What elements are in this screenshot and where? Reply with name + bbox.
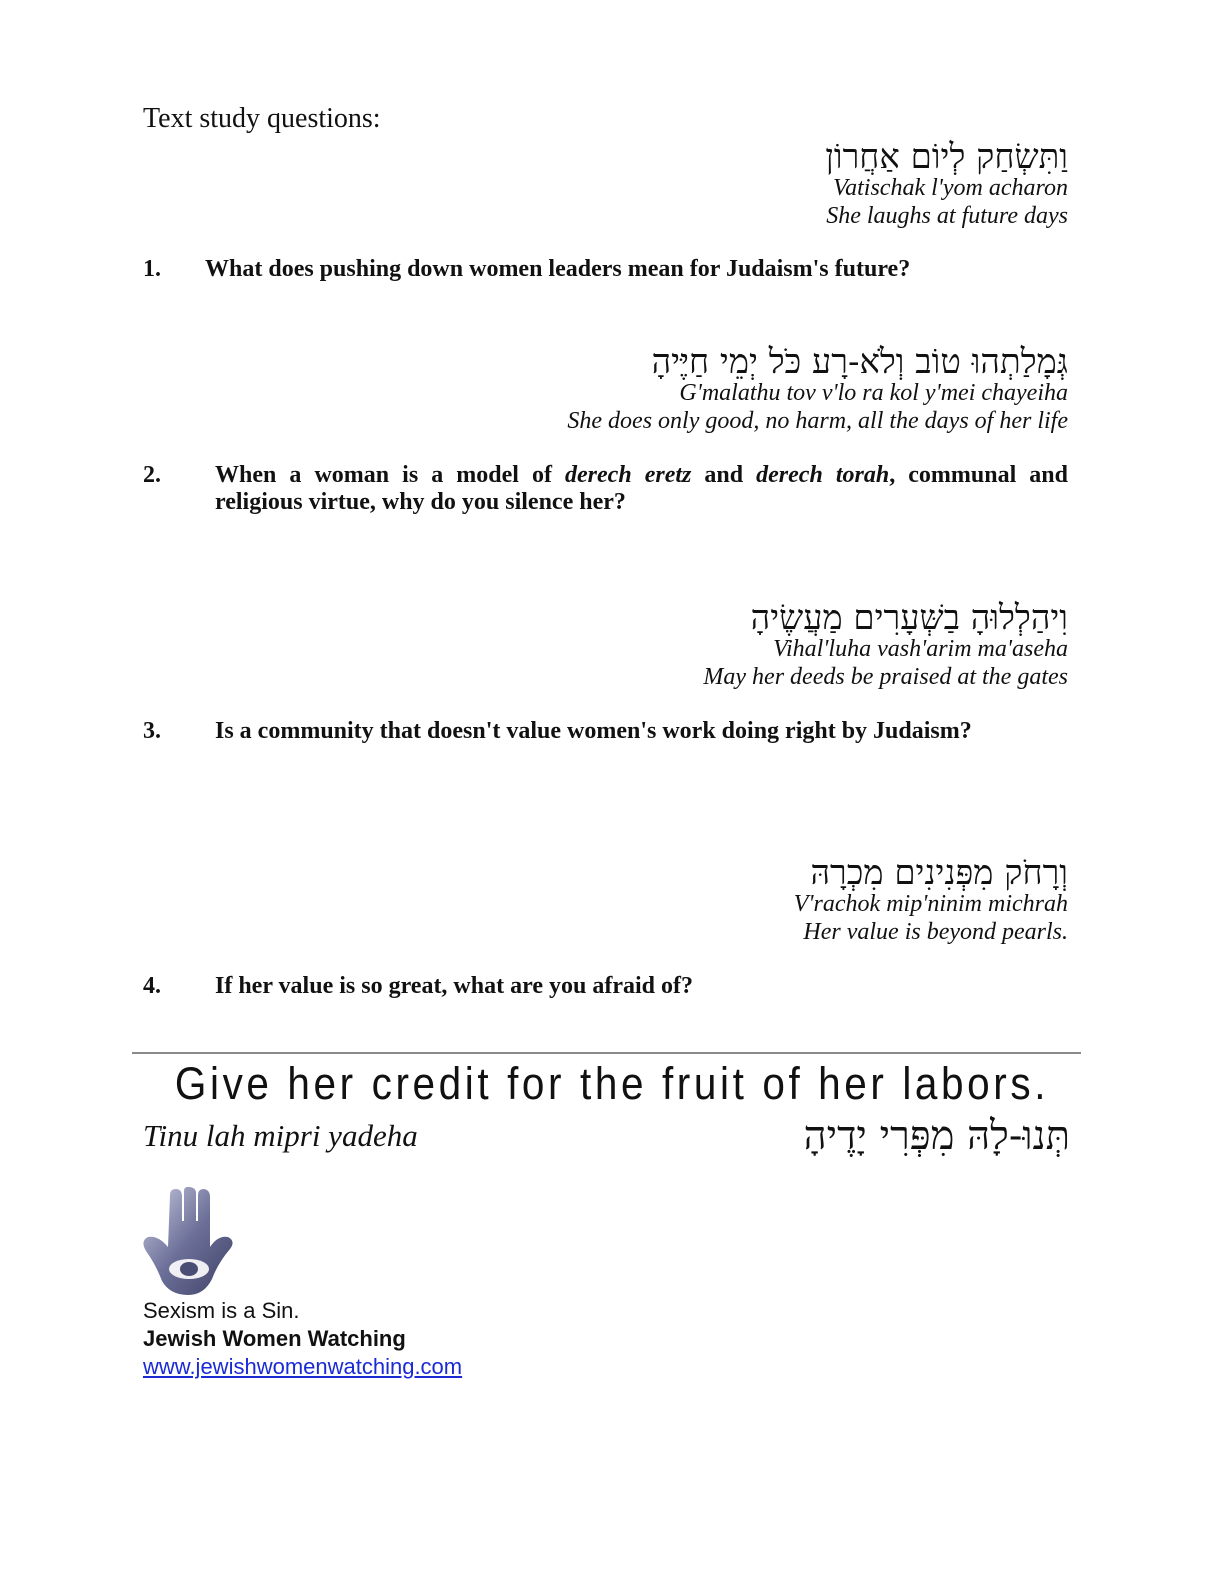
question-text: What does pushing down women leaders mean for Judaism's future? — [205, 256, 911, 282]
verse-hebrew: וַתִּשְׂחַק לְיוֹם אַחֲרוֹן — [825, 137, 1068, 177]
intro-heading: Text study questions: — [143, 103, 381, 134]
question-number: 2. — [143, 462, 161, 488]
verse-translation: Her value is beyond pearls. — [803, 919, 1068, 945]
organization-name: Jewish Women Watching — [143, 1326, 406, 1351]
footer — [143, 1297, 462, 1381]
verse-translation: She does only good, no harm, all the days of her life — [567, 408, 1068, 434]
question-number: 3. — [143, 718, 161, 744]
verse-transliteration: G'malathu tov v'lo ra kol y'mei chayeiha — [679, 380, 1068, 406]
question-text: Is a community that doesn't value women's work doing right by Judaism? — [215, 718, 972, 744]
question-text: When a woman is a model of derech eretz and derech torah, communal and religious virtue, why do you silence her? — [215, 462, 1068, 515]
verse-transliteration: Vihal'luha vash'arim ma'aseha — [773, 636, 1068, 662]
divider — [132, 1052, 1081, 1054]
hamsa-hand-icon — [140, 1187, 238, 1297]
verse-3 — [703, 598, 1068, 691]
closing-headline: Give her credit for the fruit of her labors. — [174, 1058, 1050, 1109]
question-number: 1. — [143, 256, 161, 282]
closing-hebrew: תְּנוּ-לָהּ מִפְּרִי יָדֶיהָ — [803, 1113, 1070, 1159]
verse-2 — [567, 342, 1068, 435]
verse-4 — [793, 853, 1068, 946]
verse-transliteration: Vatischak l'yom acharon — [833, 175, 1068, 201]
question-4 — [143, 973, 1068, 1000]
question-3 — [143, 718, 1068, 745]
verse-translation: May her deeds be praised at the gates — [703, 664, 1068, 690]
question-2 — [143, 462, 1068, 516]
verse-transliteration: V'rachok mip'ninim michrah — [793, 891, 1068, 917]
verse-hebrew: גְּמָלַתְהוּ טוֹב וְלֹא-רָע כֹּל יְמֵי חַיֶּיהָ — [651, 342, 1068, 382]
closing-transliteration: Tinu lah mipri yadeha — [143, 1118, 418, 1153]
verse-hebrew: וְרָחֹק מִפְּנִינִים מִכְרָהּ — [810, 853, 1068, 893]
question-1 — [143, 256, 1068, 283]
question-text: If her value is so great, what are you afraid of? — [215, 973, 693, 999]
verse-1 — [825, 137, 1068, 230]
question-number: 4. — [143, 973, 161, 999]
verse-hebrew: וִיהַלְלוּהָ בַשְּׁעָרִים מַעֲשֶׂיהָ — [750, 598, 1068, 638]
verse-translation: She laughs at future days — [826, 203, 1068, 229]
tagline: Sexism is a Sin. — [143, 1298, 300, 1323]
website-link[interactable]: www.jewishwomenwatching.com — [143, 1354, 463, 1379]
